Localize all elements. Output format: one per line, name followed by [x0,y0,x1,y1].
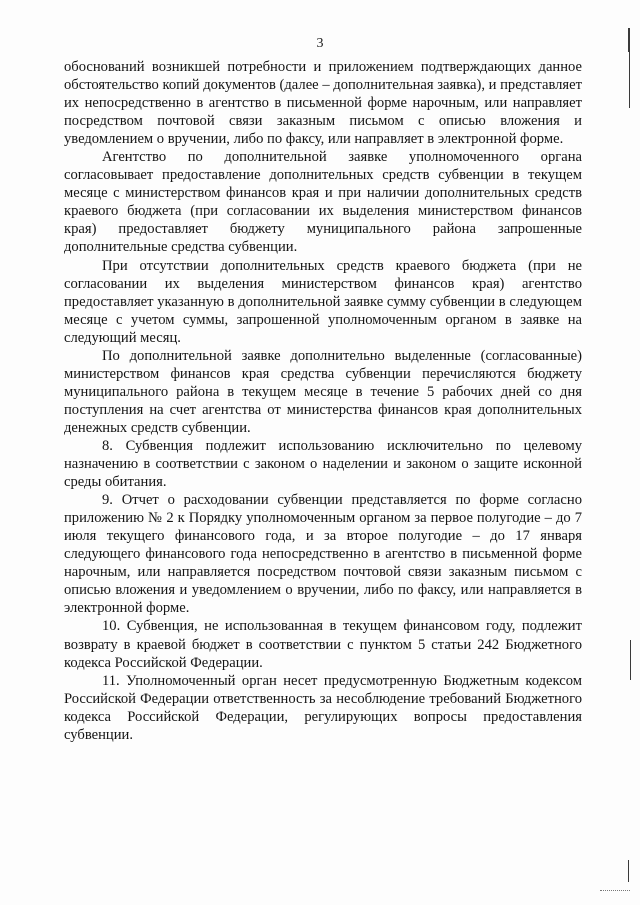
paragraph-transfer: По дополнительной заявке дополнительно выделенные (согласованные) министерством финансов края средства субвенции перечисляются бюджету муниципального района в текущем месяце в течение 5 рабочих дней со дня поступления на счет агентства от министерства финансов края дополнительных денежных средств субвенции. [64,347,582,436]
page-number: 3 [316,36,324,51]
paragraph-item-11: 11. Уполномоченный орган несет предусмотренную Бюджетным кодексом Российской Федерации ответственность за несоблюдение требований Бюджетного кодекса Российской Федерации, регулирующих вопросы предоставления субвенции. [64,672,582,743]
scan-edge-mark [628,860,629,882]
paragraph-continuation: обоснований возникшей потребности и приложением подтверждающих данное обстоятельство копий документов (далее – дополнительная заявка), и представляет их непосредственно в агентство в письменной форме нарочным, или направляет посредством почтовой связи заказным письмом с описью вложения и уведомлением о вручении, либо по факсу, или направляет в электронной форме. [64,59,582,148]
paragraph-no-funds: При отсутствии дополнительных средств краевого бюджета (при не согласовании их выделения министерством финансов края) агентство предоставляет указанную в дополнительной заявке сумму субвенции в следующем месяце с учетом суммы, запрошенной уполномоченным органом в заявке на следующий месяц. [64,257,582,346]
paragraph-item-8: 8. Субвенция подлежит использованию исключительно по целевому назначению в соответствии с законом о наделении и законом о защите исконной среды обитания. [64,437,582,491]
scan-edge-mark [630,640,631,680]
document-body [64,58,582,744]
scan-edge-mark [629,48,630,108]
scan-artifact [600,890,630,894]
paragraph-agency-approval: Агентство по дополнительной заявке уполномоченного органа согласовывает предоставление дополнительных средств субвенции в текущем месяце с министерством финансов края и при наличии дополнительных средств краевого бюджета (при согласовании их выделения министерством финансов края) предоставляет бюджету муниципального района запрошенные дополнительные средства субвенции. [64,149,582,256]
paragraph-item-9: 9. Отчет о расходовании субвенции представляется по форме согласно приложению № 2 к Порядку уполномоченным органом за первое полугодие – до 7 июля текущего финансового года, и за второе полугодие – до 17 января следующего финансового года непосредственно в агентство в письменной форме нарочным, или направляется посредством почтовой связи заказным письмом с описью вложения и уведомлением о вручении, либо по факсу, или направляется в электронной форме. [64,492,582,617]
paragraph-item-10: 10. Субвенция, не использованная в текущем финансовом году, подлежит возврату в краевой бюджет в соответствии с пунктом 5 статьи 242 Бюджетного кодекса Российской Федерации. [64,618,582,671]
